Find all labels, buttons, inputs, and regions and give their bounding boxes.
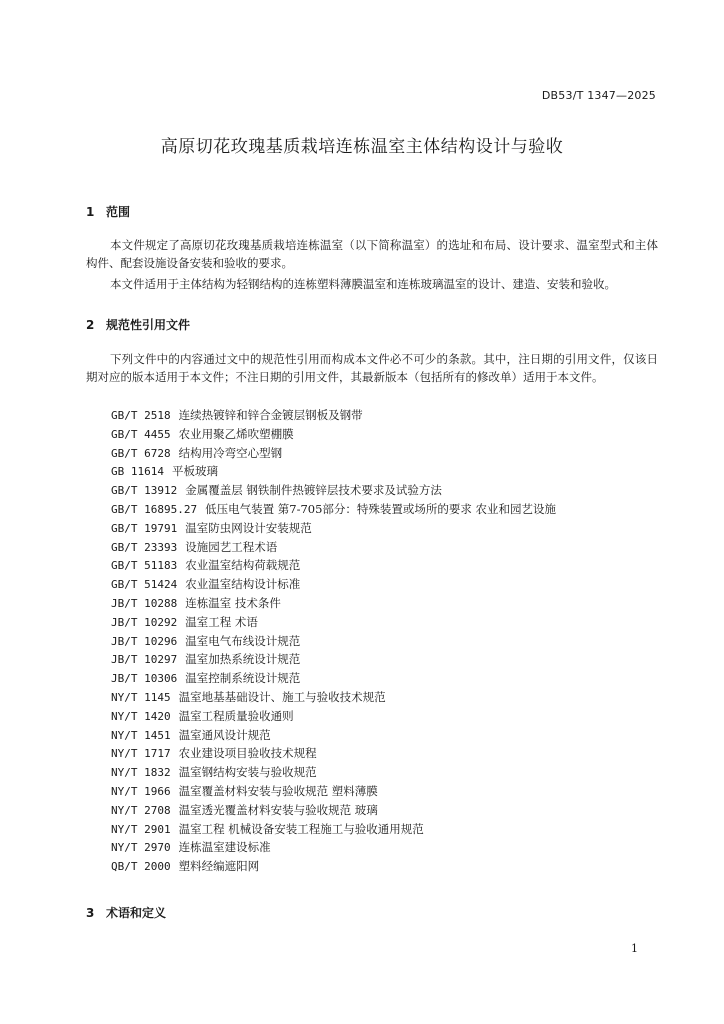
reference-item xyxy=(111,556,556,575)
reference-code: GB/T 19791 xyxy=(111,521,178,535)
reference-item xyxy=(111,650,556,669)
section-heading-scope xyxy=(86,203,130,220)
reference-title: 温室控制系统设计规范 xyxy=(185,671,301,686)
reference-code: NY/T 1966 xyxy=(111,784,171,798)
reference-title: 金属覆盖层 钢铁制件热镀锌层技术要求及试验方法 xyxy=(185,483,442,498)
reference-code: JB/T 10306 xyxy=(111,672,178,686)
reference-code: NY/T 1145 xyxy=(111,690,171,704)
document-title: 高原切花玫瑰基质栽培连栋温室主体结构设计与验收 xyxy=(160,137,564,157)
reference-title: 塑料经编遮阳网 xyxy=(178,859,260,874)
reference-item xyxy=(111,801,556,820)
reference-title: 农业温室结构荷载规范 xyxy=(185,558,301,573)
reference-code: NY/T 2901 xyxy=(111,822,171,836)
reference-title: 温室覆盖材料安装与验收规范 塑料薄膜 xyxy=(178,783,378,798)
reference-code: JB/T 10296 xyxy=(111,634,178,648)
reference-code: GB/T 51183 xyxy=(111,559,178,573)
reference-item xyxy=(111,632,556,651)
reference-code: NY/T 2970 xyxy=(111,841,171,855)
reference-title: 设施园艺工程术语 xyxy=(185,539,278,554)
reference-title: 温室工程 机械设备安装工程施工与验收通用规范 xyxy=(178,821,424,836)
reference-item xyxy=(111,481,556,500)
reference-item xyxy=(111,500,556,519)
reference-code: JB/T 10292 xyxy=(111,615,178,629)
reference-item xyxy=(111,669,556,688)
reference-code: NY/T 2708 xyxy=(111,803,171,817)
reference-title: 连栋温室 技术条件 xyxy=(185,595,281,610)
reference-item xyxy=(111,688,556,707)
page-number: 1 xyxy=(631,942,638,955)
section-number: 3 xyxy=(86,906,95,920)
reference-code: QB/T 2000 xyxy=(111,860,171,874)
reference-code: GB/T 23393 xyxy=(111,540,178,554)
reference-code: NY/T 1451 xyxy=(111,728,171,742)
reference-item xyxy=(111,462,556,481)
section-heading-normative-references xyxy=(86,316,190,333)
reference-code: NY/T 1717 xyxy=(111,747,171,761)
section-number: 2 xyxy=(86,318,95,332)
reference-title: 结构用冷弯空心型钢 xyxy=(178,445,283,460)
reference-title: 连栋温室建设标准 xyxy=(178,840,271,855)
reference-title: 温室电气布线设计规范 xyxy=(185,633,301,648)
reference-code: NY/T 1420 xyxy=(111,709,171,723)
reference-title: 农业用聚乙烯吹塑棚膜 xyxy=(178,426,294,441)
reference-title: 连续热镀锌和锌合金镀层钢板及钢带 xyxy=(178,408,363,422)
reference-title: 农业建设项目验收技术规程 xyxy=(178,746,317,761)
scope-paragraph-2: 本文件适用于主体结构为轻钢结构的连栋塑料薄膜温室和连栋玻璃温室的设计、建造、安装和验收。 xyxy=(110,277,616,291)
reference-code: GB/T 16895.27 xyxy=(111,502,198,516)
reference-item xyxy=(111,857,556,876)
standard-code: DB53/T 1347—2025 xyxy=(541,89,656,102)
reference-code: GB/T 2518 xyxy=(111,409,171,422)
reference-code: GB/T 13912 xyxy=(111,484,178,498)
reference-title: 温室工程 术语 xyxy=(185,614,258,629)
reference-title: 低压电气装置 第7-705部分：特殊装置或场所的要求 农业和园艺设施 xyxy=(205,501,557,516)
reference-item xyxy=(111,707,556,726)
references-intro-paragraph: 下列文件中的内容通过文中的规范性引用而构成本文件必不可少的条款。其中，注日期的引用文件，仅该日期对应的版本适用于本文件；不注日期的引用文件，其最新版本（包括所有的修改单）适用于本文件。 xyxy=(86,352,658,384)
reference-item xyxy=(111,820,556,839)
reference-title: 温室防虫网设计安装规范 xyxy=(185,520,312,535)
scope-paragraph-1: 本文件规定了高原切花玫瑰基质栽培连栋温室（以下简称温室）的选址和布局、设计要求、温室型式和主体构件、配套设施设备安装和验收的要求。 xyxy=(86,238,658,270)
reference-item xyxy=(111,838,556,857)
reference-title: 农业温室结构设计标准 xyxy=(185,577,301,592)
reference-item xyxy=(111,613,556,632)
reference-list xyxy=(111,406,556,876)
reference-title: 温室透光覆盖材料安装与验收规范 玻璃 xyxy=(178,802,378,817)
reference-title: 温室加热系统设计规范 xyxy=(185,652,301,667)
reference-code: JB/T 10288 xyxy=(111,596,178,610)
reference-item xyxy=(111,519,556,538)
section-title: 术语和定义 xyxy=(106,906,167,920)
section-title: 规范性引用文件 xyxy=(106,318,191,332)
reference-item xyxy=(111,575,556,594)
section-heading-terms-definitions xyxy=(86,904,166,921)
reference-title: 温室通风设计规范 xyxy=(178,727,271,742)
section-number: 1 xyxy=(86,205,95,219)
reference-code: GB 11614 xyxy=(111,465,164,479)
reference-item xyxy=(111,594,556,613)
reference-title: 温室工程质量验收通则 xyxy=(178,708,294,723)
reference-item xyxy=(111,782,556,801)
reference-title: 平板玻璃 xyxy=(171,464,218,479)
reference-item xyxy=(111,744,556,763)
reference-title: 温室钢结构安装与验收规范 xyxy=(178,765,317,780)
reference-code: NY/T 1832 xyxy=(111,766,171,780)
reference-item xyxy=(111,763,556,782)
reference-item xyxy=(111,726,556,745)
reference-code: GB/T 4455 xyxy=(111,427,171,441)
reference-title: 温室地基基础设计、施工与验收技术规范 xyxy=(178,689,386,704)
reference-code: JB/T 10297 xyxy=(111,653,178,667)
reference-item xyxy=(111,406,556,425)
reference-code: GB/T 6728 xyxy=(111,446,171,460)
reference-item xyxy=(111,425,556,444)
section-title: 范围 xyxy=(106,205,131,219)
reference-item xyxy=(111,444,556,463)
reference-item xyxy=(111,538,556,557)
reference-code: GB/T 51424 xyxy=(111,578,178,592)
